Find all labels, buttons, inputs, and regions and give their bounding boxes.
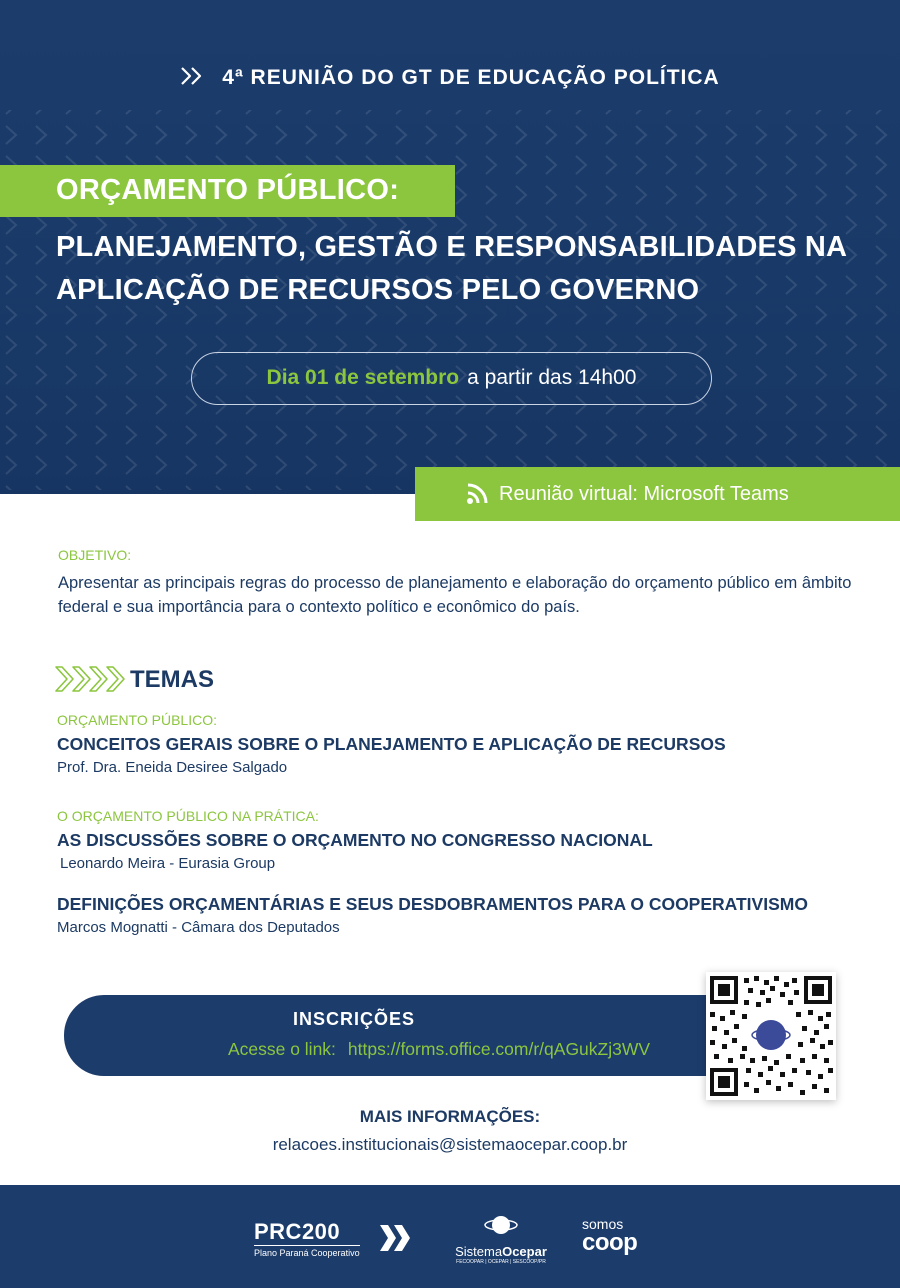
event-date: Dia 01 de setembro — [266, 366, 460, 389]
header-banner — [0, 0, 900, 494]
quad-chevron-icon — [54, 664, 126, 694]
more-info-title: MAIS INFORMAÇÕES: — [359, 1107, 541, 1126]
topic-speaker: Marcos Mognatti - Câmara dos Deputados — [57, 919, 340, 936]
virtual-meeting-text: Reunião virtual: Microsoft Teams — [499, 483, 789, 505]
topic-title: DEFINIÇÕES ORÇAMENTÁRIAS E SEUS DESDOBRAMENTOS PARA O COOPERATIVISMO — [57, 894, 808, 914]
main-title-bar — [0, 165, 455, 217]
registration-link-line — [64, 1039, 784, 1060]
topic-label: ORÇAMENTO PÚBLICO: — [57, 712, 217, 728]
topic-speaker: Leonardo Meira - Eurasia Group — [60, 855, 276, 872]
objective-text: Apresentar as principais regras do processo de planejamento e elaboração do orçamento público em âmbito federal e sua importância para o contexto político e econômico do país. — [58, 574, 852, 616]
temas-heading-text: TEMAS — [130, 666, 214, 693]
virtual-meeting-bar — [415, 467, 900, 521]
subtitle: PLANEJAMENTO, GESTÃO E RESPONSABILIDADES NA APLICAÇÃO DE RECURSOS PELO GOVERNO — [56, 231, 847, 306]
ocepar-symbol-icon — [483, 1213, 519, 1237]
registration-link-label: Acesse o link: — [227, 1039, 336, 1059]
prc200-logo — [254, 1221, 360, 1258]
topic-label: O ORÇAMENTO PÚBLICO NA PRÁTICA: — [57, 808, 319, 824]
coop-somos: somos — [582, 1216, 624, 1232]
prc200-subtitle: Plano Paraná Cooperativo — [254, 1245, 360, 1258]
objective-label: OBJETIVO: — [58, 547, 132, 563]
sistema-ocepar-logo — [448, 1213, 554, 1265]
registration-bar — [64, 995, 754, 1076]
coop-word: coop — [582, 1229, 638, 1256]
footer — [0, 1185, 900, 1288]
topic-title: CONCEITOS GERAIS SOBRE O PLANEJAMENTO E APLICAÇÃO DE RECURSOS — [57, 734, 726, 754]
event-title-text: 4ª REUNIÃO DO GT DE EDUCAÇÃO POLÍTICA — [222, 66, 720, 89]
main-title: ORÇAMENTO PÚBLICO: — [56, 174, 400, 206]
date-pill — [191, 352, 712, 405]
qr-code[interactable] — [706, 972, 836, 1100]
topic-title: AS DISCUSSÕES SOBRE O ORÇAMENTO NO CONGRESSO NACIONAL — [57, 830, 653, 850]
prc200-title: PRC200 — [254, 1219, 341, 1244]
event-time: a partir das 14h00 — [467, 366, 637, 389]
registration-title: INSCRIÇÕES — [292, 1009, 416, 1029]
double-chevron-icon — [180, 66, 210, 86]
topic-speaker: Prof. Dra. Eneida Desiree Salgado — [57, 759, 288, 776]
broadcast-icon — [465, 482, 491, 506]
somos-coop-logo — [582, 1217, 637, 1255]
event-title — [0, 66, 900, 90]
ocepar-name: SistemaOcepar — [455, 1244, 547, 1259]
ocepar-subtitle: FECOOPAR | OCEPAR | SESCOOP/PR — [456, 1259, 546, 1265]
double-arrow-icon — [378, 1223, 414, 1253]
qr-code-icon — [706, 972, 836, 1100]
registration-link[interactable]: https://forms.office.com/r/qAGukZj3WV — [347, 1039, 651, 1059]
more-info-email[interactable]: relacoes.institucionais@sistemaocepar.coop.br — [272, 1135, 628, 1154]
